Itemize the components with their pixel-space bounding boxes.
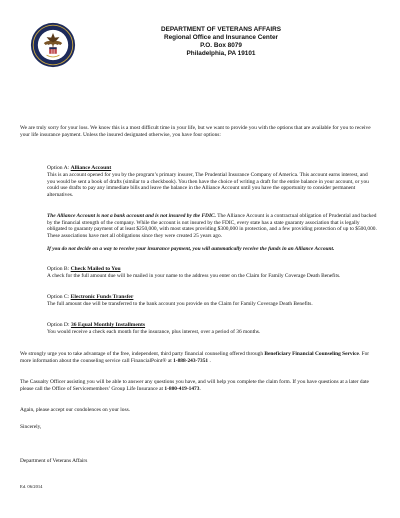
counseling-text-4: . — [208, 357, 211, 364]
counseling-text-3: at — [166, 357, 174, 364]
option-c-name: Electronic Funds Transfer — [70, 294, 134, 300]
option-d-prefix: Option D: — [47, 322, 71, 328]
casualty-text-2: . — [199, 385, 201, 392]
office-name: Regional Office and Insurance Center — [164, 34, 278, 42]
intro-paragraph: We are truly sorry for your loss. We know this is a most difficult time in your life, but we want to provide you with the options that are available for you to receive your life insurance payment. Unless the insured designated otherwise, you have four options: — [20, 125, 371, 138]
counseling-text-2: . For more information about the counseling service call FinancialPoint — [20, 351, 370, 364]
registered-mark: ® — [162, 357, 167, 364]
option-a-note-emphasis: The Alliance Account is not a bank account and is not insured by the FDIC. — [47, 213, 216, 219]
option-a-note-rest: The Alliance Account is a contractual obligation of Prudential and backed by the financial strength of the company. While the account is not insured by the FDIC, every state has a state guaranty association that is legally obligated to guaranty payment of at least $250,000, with most states providing $300,000 in protection, and a few providing protection of up to $500,000. These associations have met all obligations since they were created 25 years ago. — [47, 213, 377, 239]
option-c-body: The full amount due will be transferred to the bank account you provide on the Claim for Family Coverage Death Benefits. — [47, 301, 313, 307]
va-seal-icon — [30, 22, 76, 68]
sgli-phone: 1-800-419-1473 — [164, 385, 200, 392]
option-c-prefix: Option C: — [47, 294, 71, 300]
org-name: DEPARTMENT OF VETERANS AFFAIRS — [160, 26, 281, 33]
counseling-service-name: Beneficiary Financial Counseling Service — [264, 351, 359, 357]
option-b-prefix: Option B: — [47, 266, 71, 272]
condolence-line: Again, please accept our condolences on your loss. — [20, 407, 131, 413]
option-a-name: Alliance Account — [70, 165, 112, 171]
option-d-name: 36 Equal Monthly Installments — [70, 322, 146, 328]
edition-date: Ed. 06/2014 — [20, 484, 43, 489]
letterhead — [96, 26, 346, 58]
po-box: P.O. Box 8079 — [200, 42, 242, 50]
casualty-text-1: The Casualty Officer assisting you will be able to answer any questions you have, and will help you complete the claim form. If you have questions at a later date please call the Office of Servicemembers’ Group Life Insurance at — [20, 379, 369, 392]
option-d-title — [47, 322, 377, 329]
option-b-name: Check Mailed to You — [70, 266, 121, 272]
option-a-undecided: If you do not decide on a way to receive your insurance payment, you will automatically receive the funds in an Alliance Account. — [47, 246, 335, 252]
option-d-body: You would receive a check each month for the insurance, plus interest, over a period of 36 months. — [47, 329, 261, 335]
casualty-paragraph — [20, 379, 380, 392]
option-a-title — [47, 165, 377, 172]
counseling-paragraph — [20, 351, 380, 364]
counseling-phone: 1-888-243-7351 — [173, 357, 209, 364]
option-a-note — [47, 213, 377, 239]
option-b-body: A check for the full amount due will be mailed in your name to the address you enter on the Claim for Family Coverage Death Benefits. — [47, 273, 341, 279]
counseling-text-1: We strongly urge you to take advantage of the free, independent, third party financial counseling offered through — [20, 351, 265, 357]
option-c-title — [47, 294, 377, 301]
option-b-title — [47, 266, 377, 273]
option-a-body: This is an account opened for you by the program’s primary insurer, The Prudential Insurance Company of America. This account earns interest, and you would be sent a book of drafts (similar to a checkbook). You then have the choice of writing a draft for the entire balance in your account, or you could use drafts to pay any immediate bills and leave the balance in the Alliance Account until you have the opportunity to consider permanent alternatives. — [47, 172, 369, 198]
closing: Sincerely, — [20, 424, 42, 430]
signature: Department of Veterans Affairs — [20, 458, 88, 464]
option-a-prefix: Option A: — [47, 165, 71, 171]
city-line: Philadelphia, PA 19101 — [186, 50, 256, 58]
